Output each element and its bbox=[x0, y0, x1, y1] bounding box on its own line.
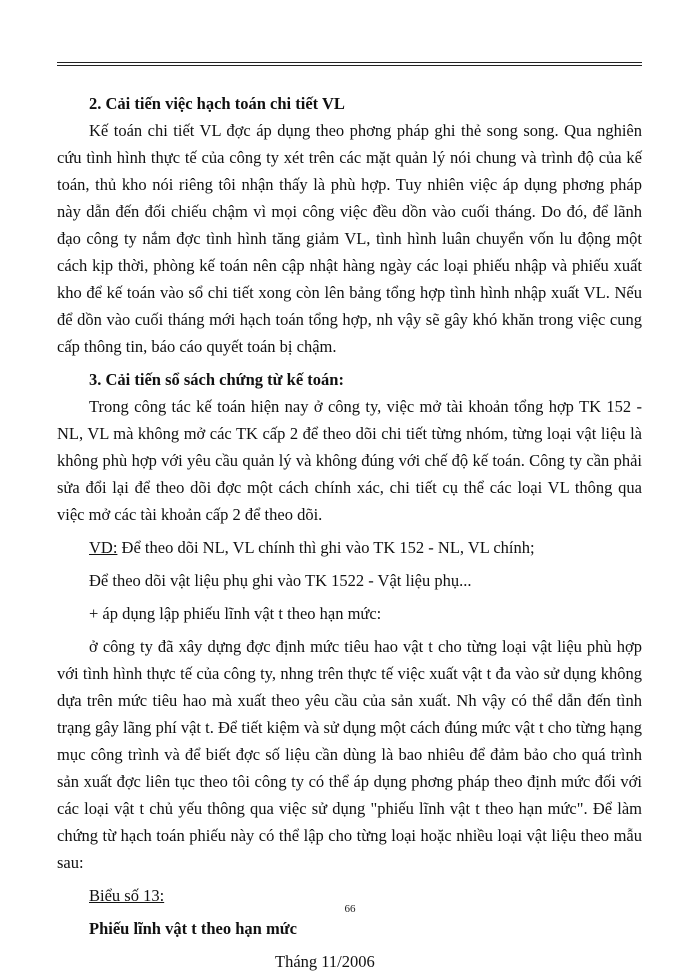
document-page bbox=[57, 90, 642, 975]
section-3-body: Trong công tác kế toán hiện nay ở công ty, việc mở tài khoản tổng hợp TK 152 - NL, VL mà không mở các TK cấp 2 để theo dõi chi tiết từng nhóm, từng loại vật liệu là không phù hợp với yêu cầu quản lý và không đúng với chế độ kế toán. Công ty cần phải sửa đổi lại để theo dõi đợc một cách chính xác, chi tiết cụ thể các loại VL thông qua việc mở các tài khoản cấp 2 để theo dõi. bbox=[57, 397, 642, 524]
example-line bbox=[57, 534, 642, 561]
limit-slip-line: + áp dụng lập phiếu lĩnh vật t theo hạn mức: bbox=[89, 604, 382, 623]
page-number: 66 bbox=[344, 903, 356, 915]
form-month: Tháng 11/2006 bbox=[275, 952, 375, 971]
header-rule-top bbox=[57, 62, 642, 63]
section-3-body-2: ở công ty đã xây dựng đợc định mức tiêu hao vật t cho từng loại vật liệu phù hợp với tình hình thực tế của công ty, nhng trên thực tế việc xuất vật t đa vào sử dụng không dựa trên mức tiêu hao mà xuất theo yêu cầu của sản xuất. Nh vậy có thể dẫn đến tình trạng gây lãng phí vật t. Để tiết kiệm và sử dụng một cách đúng mức vật t cho từng hạng mục công trình và để biết đợc số liệu cần dùng là bao nhiêu để đảm bảo cho quá trình sản xuất đợc liên tục theo tôi công ty có thể áp dụng phơng pháp theo định mức đối với các loại vật t chủ yếu thông qua việc sử dụng "phiếu lĩnh vật t theo hạn mức". Để làm chứng từ hạch toán phiếu này có thể lập cho từng loại hoặc nhiều loại vật liệu theo mẫu sau: bbox=[57, 637, 642, 872]
example-label: VD: bbox=[89, 538, 118, 557]
section-2-heading: 2. Cải tiến việc hạch toán chi tiết VL bbox=[89, 94, 345, 113]
section-2-body: Kế toán chi tiết VL đợc áp dụng theo phơng pháp ghi thẻ song song. Qua nghiên cứu tình hình thực tế của công ty xét trên các mặt quản lý nói chung và trình độ của kế toán, thủ kho nói riêng tôi nhận thấy là phù hợp. Tuy nhiên việc áp dụng phơng pháp này dẫn đến đối chiếu chậm vì mọi công việc đều dồn vào cuối tháng. Do đó, để lãnh đạo công ty nắm đợc tình hình tăng giảm VL, tình hình luân chuyển vốn lu động một cách kịp thời, phòng kế toán nên cập nhật hàng ngày các loại phiếu nhập và phiếu xuất kho để kế toán vào sổ chi tiết xong còn lên bảng tổng hợp tình hình nhập xuất VL. Nếu để dồn vào cuối tháng mới hạch toán tổng hợp, nh vậy sẽ gây khó khăn trong việc cung cấp thông tin, báo cáo quyết toán bị chậm. bbox=[57, 121, 642, 356]
section-3-heading: 3. Cải tiến sổ sách chứng từ kế toán: bbox=[89, 370, 344, 389]
header-rule-bottom bbox=[57, 65, 642, 66]
form-title: Phiếu lĩnh vật t theo hạn mức bbox=[89, 919, 297, 938]
form-label: Biểu số 13: bbox=[89, 886, 165, 905]
example-text: Để theo dõi NL, VL chính thì ghi vào TK 152 - NL, VL chính; bbox=[117, 538, 535, 557]
sub-account-line: Để theo dõi vật liệu phụ ghi vào TK 1522 - Vật liệu phụ... bbox=[89, 571, 472, 590]
